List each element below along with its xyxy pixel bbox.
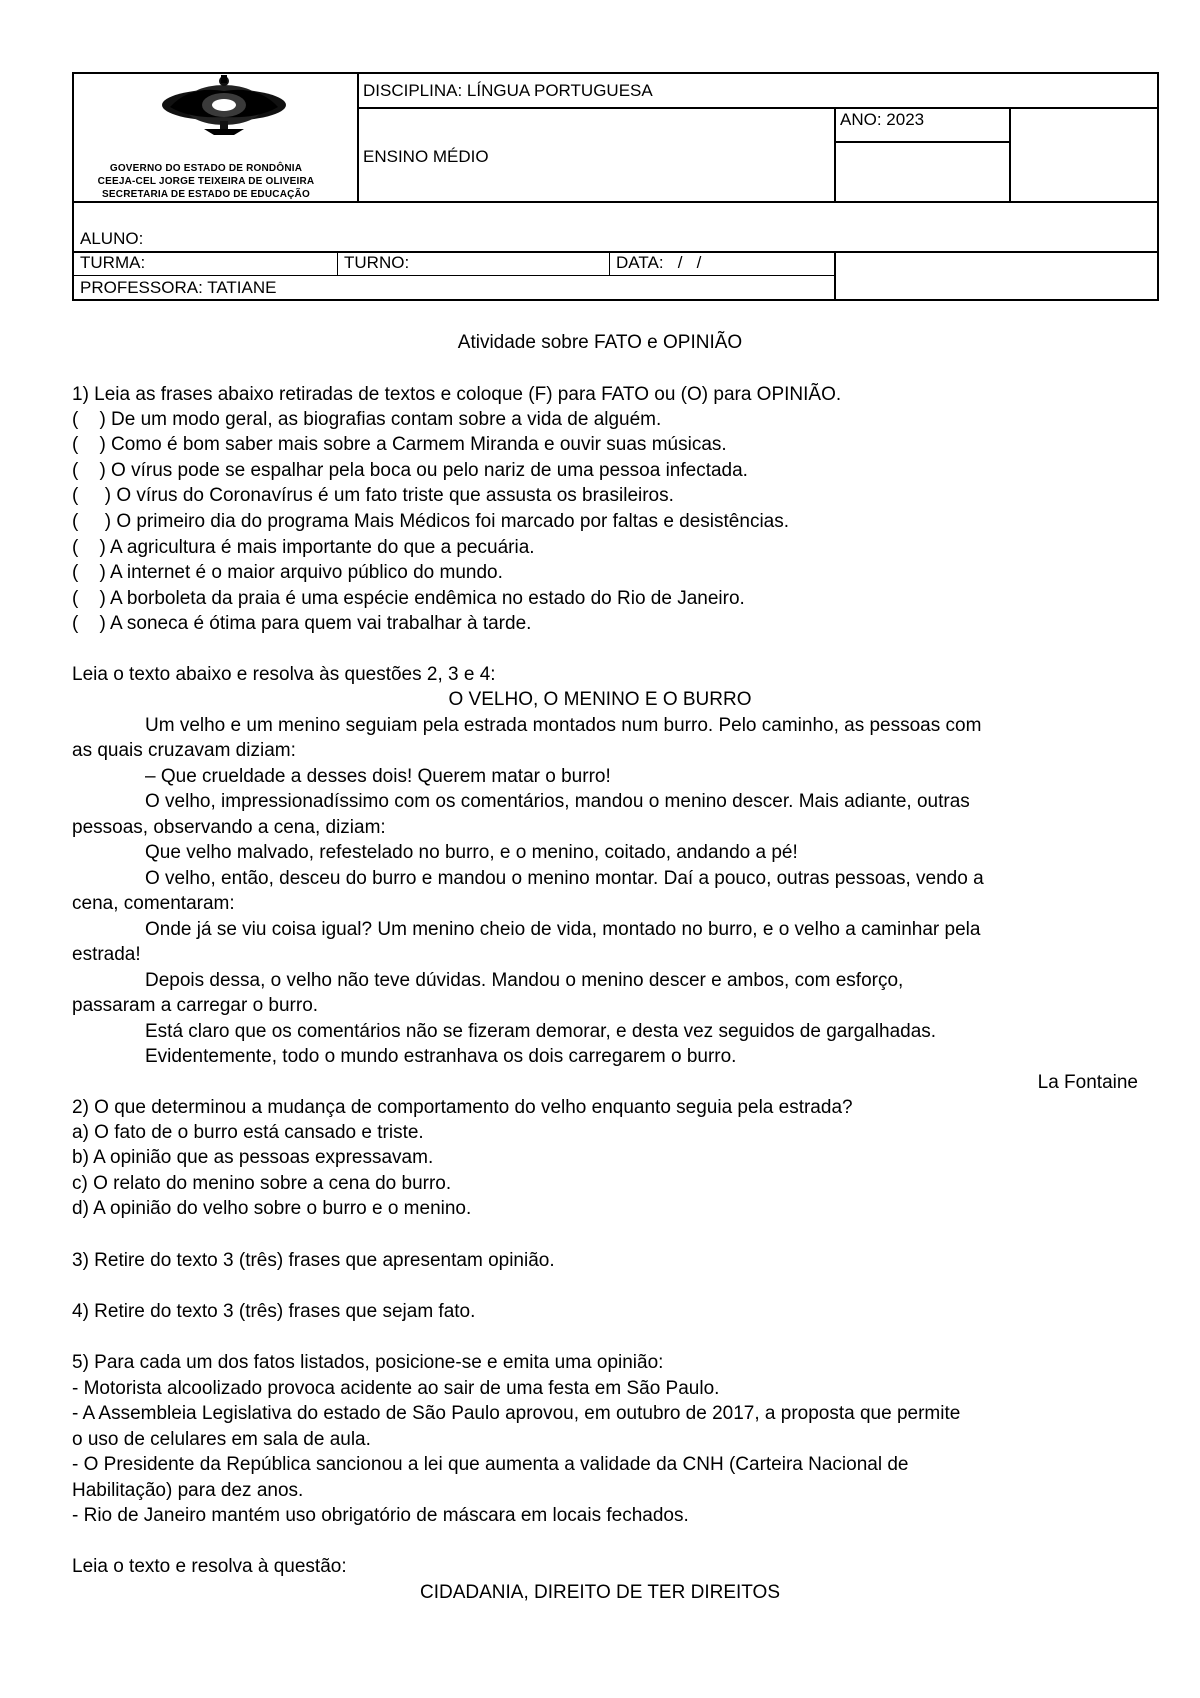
q2-option: a) O fato de o burro está cansado e triste.: [72, 1122, 424, 1143]
q1-item: ( ) O vírus pode se espalhar pela boca ou pelo nariz de uma pessoa infectada.: [72, 460, 748, 481]
coat-of-arms-logo: [160, 73, 288, 137]
q1-item: ( ) O vírus do Coronavírus é um fato triste que assusta os brasileiros.: [72, 485, 674, 506]
divider: [834, 107, 836, 203]
q1-item: ( ) A borboleta da praia é uma espécie endêmica no estado do Rio de Janeiro.: [72, 588, 745, 609]
story-line: Que velho malvado, refestelado no burro, e o menino, coitado, andando a pé!: [145, 842, 798, 863]
discipline-label: DISCIPLINA: LÍNGUA PORTUGUESA: [363, 81, 653, 100]
story-line: O velho, impressionadíssimo com os comentários, mandou o menino descer. Mais adiante, outras: [145, 791, 970, 812]
story-line: Evidentemente, todo o mundo estranhava os dois carregarem o burro.: [145, 1046, 737, 1067]
divider: [834, 141, 1011, 143]
reading-2-intro: Leia o texto e resolva à questão:: [72, 1556, 347, 1577]
year-label: ANO: 2023: [840, 110, 925, 129]
secretariat-caption: SECRETARIA DE ESTADO DE EDUCAÇÃO: [102, 189, 310, 200]
q1-item: ( ) O primeiro dia do programa Mais Médicos foi marcado por faltas e desistências.: [72, 511, 790, 532]
q5-fact: Habilitação) para dez anos.: [72, 1480, 304, 1501]
class-field-label: TURMA:: [80, 253, 146, 272]
government-caption: GOVERNO DO ESTADO DE RONDÔNIA: [109, 163, 303, 174]
q1-item: ( ) Como é bom saber mais sobre a Carmem Miranda e ouvir suas músicas.: [72, 434, 727, 455]
level-label: ENSINO MÉDIO: [363, 147, 489, 166]
question-2-prompt: 2) O que determinou a mudança de comportamento do velho enquanto seguia pela estrada?: [72, 1097, 853, 1118]
q5-fact: - O Presidente da República sancionou a lei que aumenta a validade da CNH (Carteira Nacional de: [72, 1454, 909, 1475]
student-field-label: ALUNO:: [80, 229, 144, 248]
q1-item: ( ) De um modo geral, as biografias contam sobre a vida de alguém.: [72, 409, 662, 430]
story-line: Depois dessa, o velho não teve dúvidas. Mandou o menino descer e ambos, com esforço,: [145, 970, 904, 991]
q2-option: b) A opinião que as pessoas expressavam.: [72, 1147, 434, 1168]
story-line: cena, comentaram:: [72, 893, 235, 914]
story-line: estrada!: [72, 944, 141, 965]
question-1-prompt: 1) Leia as frases abaixo retiradas de textos e coloque (F) para FATO ou (O) para OPINIÃO.: [72, 384, 842, 405]
divider: [72, 275, 836, 276]
page-title: Atividade sobre FATO e OPINIÃO: [457, 332, 743, 353]
divider: [357, 72, 359, 203]
story-line: as quais cruzavam diziam:: [72, 740, 296, 761]
q5-fact: o uso de celulares em sala de aula.: [72, 1429, 371, 1450]
q2-option: d) A opinião do velho sobre o burro e o menino.: [72, 1198, 472, 1219]
q5-fact: - Rio de Janeiro mantém uso obrigatório de máscara em locais fechados.: [72, 1505, 689, 1526]
story-author: La Fontaine: [1037, 1072, 1138, 1093]
story-line: pessoas, observando a cena, diziam:: [72, 817, 386, 838]
question-3-prompt: 3) Retire do texto 3 (três) frases que apresentam opinião.: [72, 1250, 555, 1271]
date-field-label: DATA: / /: [616, 253, 702, 272]
q1-item: ( ) A internet é o maior arquivo público do mundo.: [72, 562, 503, 583]
divider: [609, 251, 610, 276]
shift-field-label: TURNO:: [344, 253, 410, 272]
divider: [357, 107, 1159, 109]
story-line: Onde já se viu coisa igual? Um menino cheio de vida, montado no burro, e o velho a caminhar pela: [145, 919, 981, 940]
story-line: Está claro que os comentários não se fizeram demorar, e desta vez seguidos de gargalhadas.: [145, 1021, 937, 1042]
question-5-prompt: 5) Para cada um dos fatos listados, posicione-se e emita uma opinião:: [72, 1352, 664, 1373]
story-line: – Que crueldade a desses dois! Querem matar o burro!: [145, 766, 611, 787]
story-line: passaram a carregar o burro.: [72, 995, 319, 1016]
question-4-prompt: 4) Retire do texto 3 (três) frases que sejam fato.: [72, 1301, 476, 1322]
story-title: O VELHO, O MENINO E O BURRO: [448, 689, 752, 710]
divider: [72, 201, 1159, 203]
teacher-label: PROFESSORA: TATIANE: [80, 278, 277, 297]
reading-2-title: CIDADANIA, DIREITO DE TER DIREITOS: [419, 1582, 780, 1603]
q1-item: ( ) A agricultura é mais importante do que a pecuária.: [72, 537, 535, 558]
story-line: O velho, então, desceu do burro e mandou o menino montar. Daí a pouco, outras pessoas, vendo a: [145, 868, 984, 889]
q5-fact: - A Assembleia Legislativa do estado de São Paulo aprovou, em outubro de 2017, a proposta que permite: [72, 1403, 961, 1424]
reading-1-intro: Leia o texto abaixo e resolva às questões 2, 3 e 4:: [72, 664, 496, 685]
q5-fact: - Motorista alcoolizado provoca acidente ao sair de uma festa em São Paulo.: [72, 1378, 720, 1399]
q2-option: c) O relato do menino sobre a cena do burro.: [72, 1173, 452, 1194]
story-line: Um velho e um menino seguiam pela estrada montados num burro. Pelo caminho, as pessoas com: [145, 715, 982, 736]
divider: [337, 251, 338, 276]
divider: [1009, 107, 1011, 203]
divider: [834, 251, 836, 301]
q1-item: ( ) A soneca é ótima para quem vai trabalhar à tarde.: [72, 613, 532, 634]
school-caption: CEEJA-CEL JORGE TEIXEIRA DE OLIVEIRA: [97, 176, 315, 187]
